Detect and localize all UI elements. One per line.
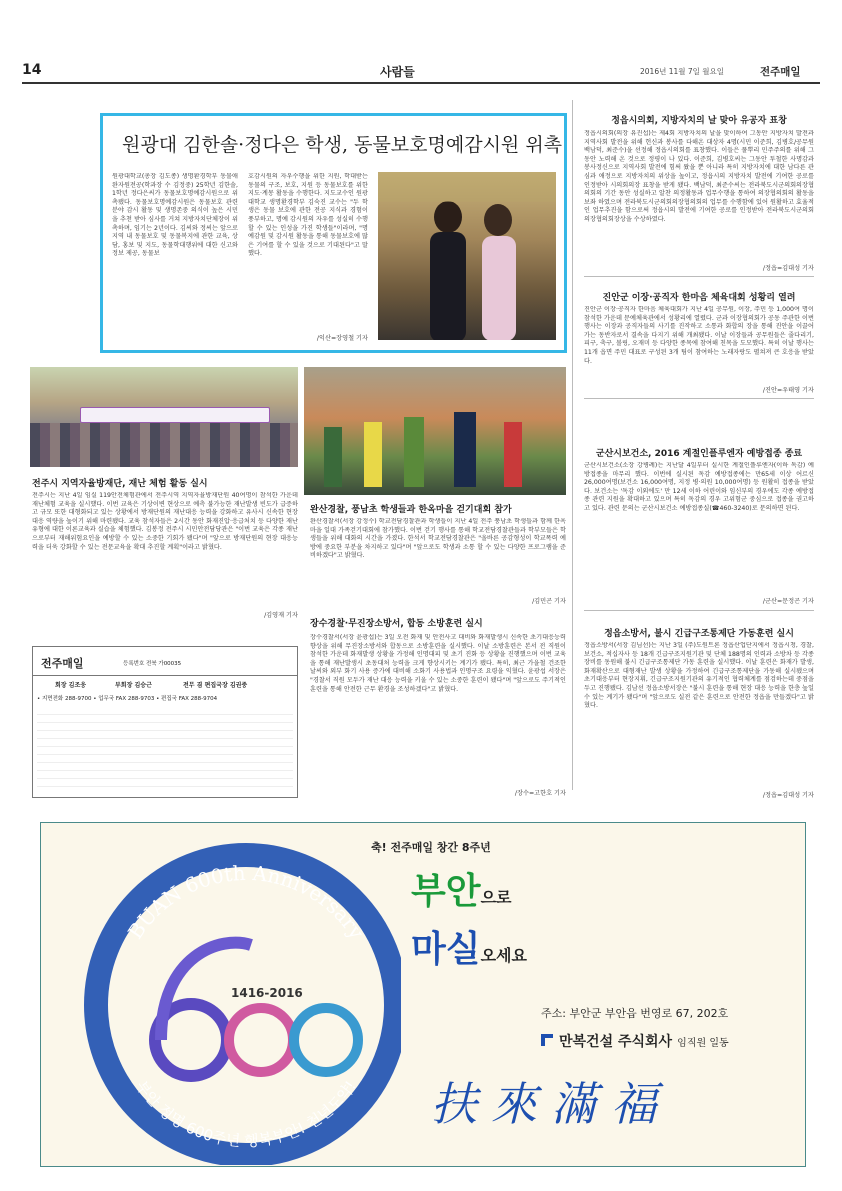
banner-illustration <box>80 407 270 423</box>
article-body: 장수경찰서(서장 윤광섭)는 3일 오전 화재 및 안전사고 대비와 화재발생시 신속한 초기대응능력 향상을 위해 무진장소방서와 합동으로 소방훈련을 실시했다. 이날 소방훈련은 본서 전 직원이 참석한 가운데 화재발생 상황을 가정해 인명대피 및 초기 진화 등 상황을 진행했으며 이번 교육을 통해 재난발생시 초동대처 능력을 크게 향상시키는 계기가 됐다. 특히, 최근 가을철 건조한 날씨와 외부 화기 사용 증가에 대비해 소화기 사용법과 인명구조 요령을 익혔다. 윤광섭 서장은 "경찰서 직원 모두가 재난 대응 능력을 키울 수 있는 소중한 훈련이 됐다"며 "앞으로도 주기적인 훈련을 통해 안전한 근무 환경을 조성하겠다"고 밝혔다. <box>310 634 566 693</box>
company-staff: 임직원 일동 <box>677 1038 729 1049</box>
featured-headline: 원광대 김한솔·정다은 학생, 동물보호명예감시원 위촉 <box>122 134 563 156</box>
people-row <box>30 423 298 467</box>
article-byline: /군산=문정곤 기자 <box>762 598 814 605</box>
masthead-rule <box>33 675 297 676</box>
article-divider <box>584 610 814 611</box>
article-body: 정읍시의회(의장 유진섭)는 제4회 지방자치의 날을 맞이하여 그동안 지방자치 발전과 지역사회 발전을 위해 헌신과 봉사를 다해온 대상자 4명(시민 이준희, 김병호/공무원 백남덕, 최준수)을 선정해 정읍시의회를 표창했다. 이들은 풀뿌리 민주주의를 위해 그동안 노력해 온 것으로 정평이 나 있다. 이준희, 김병호씨는 그동안 투철한 사명감과 봉사정신으로 지역사회 발전에 힘써 왔을 뿐 아니라 특히 지방자치에 대한 남다른 관심과 애정으로 지방자치의 위상을 높이고, 정읍시의 지방자치 발전에 기여한 공로를 인정받아 시의회의장 표창을 받게 됐다. 백남덕, 최준수씨는 전라북도시군의회의장협의회의 기간 동안 성실하고 알찬 의정활동과 업무수행을 통하여 의장협의회의 활동을 보좌 하였으며 전라북도시군의회의장협의회의 업무를 수행함에 있어 원활하고 효율적인 업무추진을 함으로써 정읍시의 발전에 기여한 공로를 인정받아 전라북도시군의회의장협의회장상을 수상하였다. <box>584 130 814 223</box>
masthead-box <box>32 646 298 798</box>
masthead-registration: 등록번호 전북 가00035 <box>123 661 182 667</box>
column-divider <box>572 100 573 790</box>
article-body: 정읍소방서(서장 김님선)는 지난 3일 (주)도원트론 정읍산업단지에서 정읍시청, 경찰, 보건소, 적십자사 등 18개 긴급구조지원기관 및 단체 188명의 인력과 소방차 등 각종 장비를 동원해 불시 긴급구조통제단 가동 훈련을 실시했다. 이날 훈련은 화재가 발생, 화재확산으로 대형재난 발생 상황을 가정하여 긴급구조통제단을 가동해 실시됐으며 초기대응부터 현장지휘, 긴급구조지원기관의 유기적인 협력체계를 점검하는데 중점을 두고 진행됐다. 김남선 정읍소방서장은 "불시 훈련을 통해 현장 대응 능력을 한층 높일 수 있는 계기가 됐다"며 "앞으로도 실전 같은 훈련으로 안전한 정읍을 만들겠다"고 밝혔다. <box>584 642 814 710</box>
article-headline: 장수경찰·무진장소방서, 합동 소방훈련 실시 <box>310 619 483 629</box>
featured-photo <box>378 172 556 340</box>
article-byline: /김민곤 기자 <box>532 598 566 605</box>
page-number: 14 <box>22 62 42 78</box>
article-body: 전주시는 지난 4일 임실 119안전체험관에서 전주시역 지역자율방재단원 40여명이 참석한 가운데 재난체험 교육을 실시했다. 이번 교육은 기상이변 현상으로 예측 불가능한 재난발생 빈도가 급증하고 규모 또한 대형화되고 있는 상황에서 방재단원의 재난대응 능력을 강화하고 유사시 신속한 현장 대응 역량을 높이기 위해 마련됐다. 교육 참석자들은 2시간 동안 화재진압·응급처치 등 다양한 재난 유형에 대한 이론교육과 실습을 체험했다. 김봉정 전주시 시민안전담당관은 "이번 교육은 각종 재난으로부터 재해위험요인을 예방할 수 있는 소중한 기회가 됐다"며 "앞으로 방재단원의 현장 대응능력을 더욱 강화할 수 있는 전문교육을 확대 추진할 계획"이라고 밝혔다. <box>32 492 298 551</box>
ad-slogan-line2 <box>411 921 527 972</box>
buan-600-logo <box>81 825 401 1165</box>
children-photo-illustration <box>304 367 566 495</box>
masthead-editor: 전무 겸 편집국장 김권중 <box>183 682 248 689</box>
article-body: 군산시보건소(소장 강병례)는 지난달 4일부터 실시한 계절인플루엔자(이하 독감) 예방접종을 마무리 했다. 이번에 실시된 독감 예방접종에는 만65세 이상 어르신 26,000여명(보건소 16,000여명, 지정 병·의원 10,000여명) 등 원활히 접종을 받았다. 보건소는 '독감 이외에도' 만 12세 이하 어린이와 임신부의 경우에도 각종 예방접종 관련 지원을 확대하고 있으며 특히 독감의 경우 고위험군 중심으로 접종을 권고하고 있다. 관련 문의는 군산시보건소 예방접종실(☎460-3240)로 문의하면 된다. <box>584 462 814 512</box>
ad-tagline: 축! 전주매일 창간 8주년 <box>371 841 491 854</box>
article-divider <box>584 398 814 399</box>
article-headline: 군산시보건소, 2016 계절인플루엔자 예방접종 종료 <box>595 449 803 459</box>
article-headline: 진안군 이장·공직자 한마음 체육대회 성황리 열려 <box>602 293 796 303</box>
brand-logo: 전주매일 <box>760 66 801 78</box>
arc-bottom-text: 부안 정명 600주년 행복부안! 천년도약! <box>132 1077 360 1151</box>
ad-company-line <box>541 1031 729 1051</box>
slogan-oseyo: 오세요 <box>480 946 527 965</box>
article-byline: /진안=우태영 기자 <box>762 387 814 394</box>
calligraphy: 扶來滿福 <box>431 1077 671 1131</box>
ad-address: 주소: 부안군 부안읍 번영로 67, 202호 <box>541 1007 729 1020</box>
article-headline: 완산경찰, 풍남초 학생들과 한옥마을 걷기대회 참가 <box>310 505 512 515</box>
article-byline: /정읍=김대성 기자 <box>762 265 814 272</box>
slogan-buan: 부안 <box>411 871 481 912</box>
slogan-euro: 으로 <box>480 888 512 907</box>
article-byline: /김영재 기자 <box>264 612 298 619</box>
masthead-vice-chairman: 부회장 김승근 <box>115 682 152 689</box>
branch-directory <box>37 707 293 793</box>
article-byline: /정읍=김대성 기자 <box>762 792 814 799</box>
ad-slogan-line1 <box>411 863 511 914</box>
arc-top-text: BUAN 600th Anniversary <box>123 860 370 944</box>
article-headline: 정읍시의회, 지방자치의 날 맞아 유공자 표창 <box>611 116 787 126</box>
anniversary-ad <box>40 822 806 1167</box>
article-body: 완산경찰서(서장 강정수) 학교전담경찰관과 학생들이 지난 4일 전주 풍남초 학생들과 함께 한옥마을 일대 가족걷기대회에 참가했다. 이번 걷기 행사를 통해 학교전담경찰관들과 학부모들은 학생들을 위해 대화의 시간을 가졌다. 한석서 학교전담경찰관은 "올바른 공감형성이 학교폭력 예방에 중요한 부분을 차지하고 있다"며 "앞으로도 학생과 소통 할 수 있는 다양한 프로그램을 준비하겠다"고 밝혔다. <box>310 518 566 560</box>
article-body: 진안군 이장·공직자 한마음 체육대회가 지난 4일 공무원, 이장, 주민 등 1,000여 명이 참석한 가운데 문예체육관에서 성황리에 열렸다. 군과 이장협의회가 공동 주관한 이번 행사는 이장과 공직자들의 사기를 진작하고 소통과 화합의 장을 통해 진안을 이끌어 가는 동반자로서 결속을 다지기 위해 개최됐다. 이날 이장들과 공무원들은 줄다리기, 피구, 축구, 볼링, 오재미 등 다양한 종목에 참여해 친목을 도모했다. 특히 이날 행사는 11개 읍면 주민 대표로 구성된 3개 팀이 참여하는 노래자랑도 펼쳐져 큰 호응을 받았다. <box>584 306 814 365</box>
article-headline: 전주시 지역자율방재단, 재난 체험 활동 실시 <box>32 479 208 489</box>
section-title: 사람들 <box>380 65 415 79</box>
years-label: 1416-2016 <box>231 986 303 1000</box>
article-byline: /장수=고한호 기자 <box>514 790 566 797</box>
masthead-contact: • 지면전화 288-9700 • 업무국 FAX 288-9703 • 편집국 FAX 288-9704 <box>37 696 218 702</box>
header-rule <box>22 82 820 84</box>
students-photo-illustration <box>378 172 556 340</box>
masthead-logo: 전주매일 <box>41 657 84 670</box>
group-photo <box>30 367 298 467</box>
article-headline: 정읍소방서, 불시 긴급구조통제단 가동훈련 실시 <box>604 629 794 639</box>
featured-body-col1: 원광대학교(총장 김도종) 생명환경학부 동물애완자원전공(학과장 수 김정중) 25학년 김한솔, 1학년 정다은씨가 동물보호명예감시원으로 위촉됐다. 동물보호명예감시원은 동물보호 관련 분야 감시 활동 및 생명존중 의식이 높은 시민을 추천 받아 심사를 거쳐 지방자치단체장이 위촉하며, 임기는 2년이다. 김씨와 정씨는 앞으로 지역 내 동물보호 및 동물복지에 관한 교육, 상담, 홍보 및 지도, 동물학대행위에 대한 신고와 정보 제공, 동물보 <box>112 173 238 258</box>
company-name: 만복건설 주식회사 <box>559 1034 673 1050</box>
masthead-chairman: 회장 김조웅 <box>55 682 87 689</box>
featured-body-col2: 호감시원의 자우수행을 위한 지원, 학대받는 동물의 구조, 보호, 지원 등 동물보호를 위한 지도·계몽 활동을 수행한다. 지도교수인 원광대학교 생명환경학부 김숙진 교수는 "두 학생은 동물 보호에 관한 전공 지식과 경험이 풍부하고, 명예 감시원의 자우를 성실히 수행할 수 있는 인성을 가진 학생들"이라며, "명예감원 및 감시원 활동을 통해 동물보호에 많은 기여를 할 수 있을 것으로 기대된다"고 말했다. <box>248 173 368 258</box>
walking-photo <box>304 367 566 495</box>
featured-byline: /익산=장영철 기자 <box>316 335 368 342</box>
issue-date: 2016년 11월 7일 월요일 <box>640 67 725 76</box>
company-logo-icon <box>541 1034 553 1046</box>
article-divider <box>584 276 814 277</box>
slogan-masil: 마실 <box>411 929 481 970</box>
